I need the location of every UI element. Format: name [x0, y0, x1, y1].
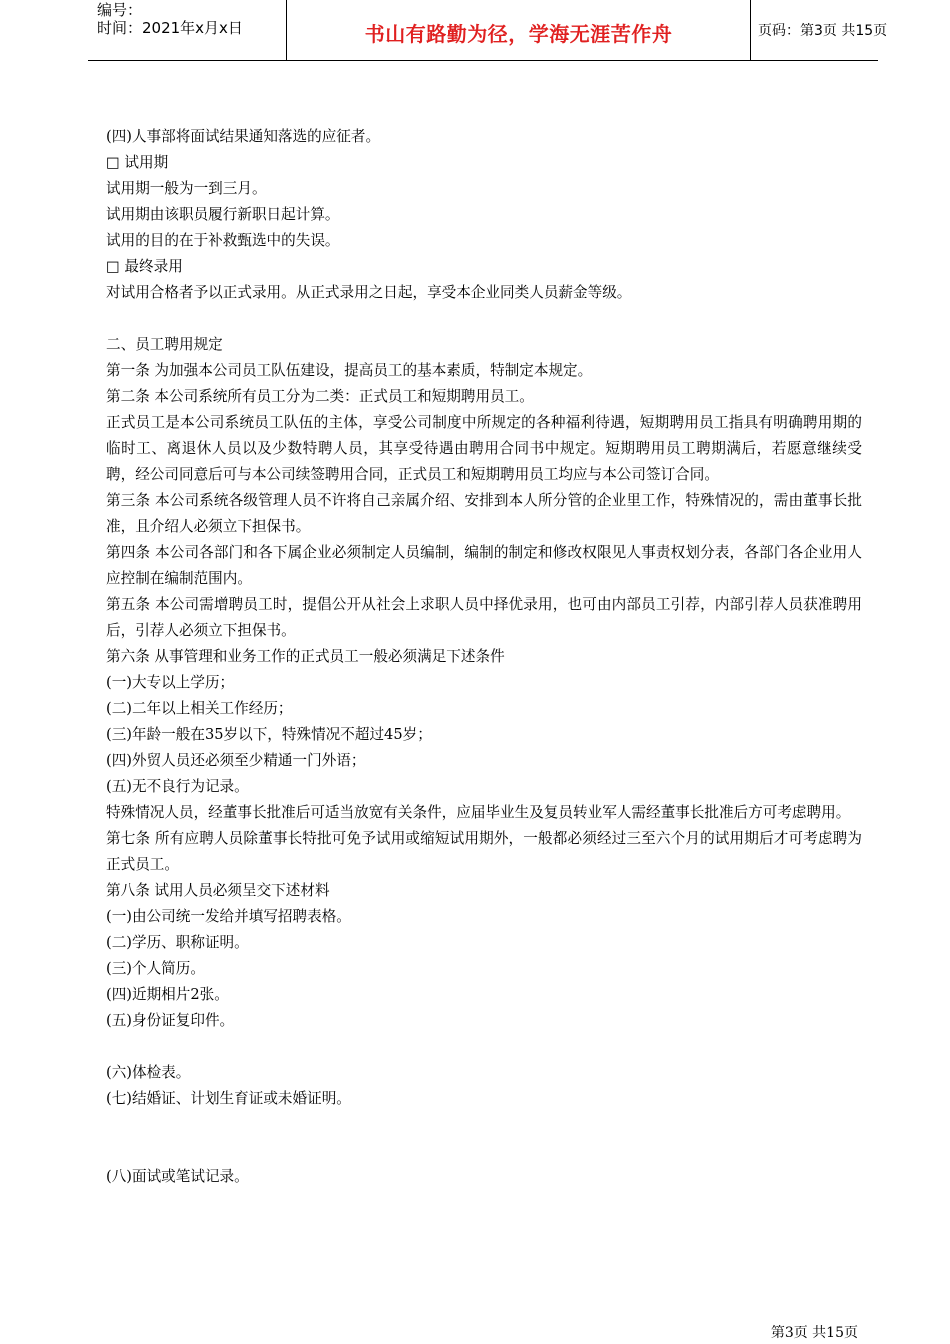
article-3: 第三条 本公司系统各级管理人员不许将自己亲属介绍、安排到本人所分管的企业里工作，特殊情况的，需由董事长批准，且介绍人必须立下担保书。 — [106, 492, 862, 535]
body-line: (四)人事部将面试结果通知落选的应征者。 — [106, 128, 381, 145]
article-6-note: 特殊情况人员，经董事长批准后可适当放宽有关条件，应届毕业生及复员转业军人需经董事长批准后方可考虑聘用。 — [106, 804, 851, 821]
body-line: 对试用合格者予以正式录用。从正式录用之日起，享受本企业同类人员薪金等级。 — [106, 284, 632, 301]
article-4: 第四条 本公司各部门和各下属企业必须制定人员编制，编制的制定和修改权限见人事责权划分表，各部门各企业用人应控制在编制范围内。 — [106, 544, 862, 587]
subheading-final-hire: □ 最终录用 — [106, 258, 183, 275]
list-item: (四)近期相片2张。 — [106, 986, 229, 1003]
page-header — [88, 0, 888, 61]
article-2-detail: 正式员工是本公司系统员工队伍的主体，享受公司制度中所规定的各种福利待遇，短期聘用员工指具有明确聘用期的临时工、离退休人员以及少数特聘人员，其享受待遇由聘用合同书中规定。短期聘用员工聘期满后，若愿意继续受聘，经公司同意后可与本公司续签聘用合同，正式员工和短期聘用员工均应与本公司签订合同。 — [106, 414, 862, 483]
article-2: 第二条 本公司系统所有员工分为二类：正式员工和短期聘用员工。 — [106, 388, 534, 405]
list-item: (三)年龄一般在35岁以下，特殊情况不超过45岁； — [106, 726, 432, 743]
list-item: (二)学历、职称证明。 — [106, 934, 249, 951]
article-6: 第六条 从事管理和业务工作的正式员工一般必须满足下述条件 — [106, 648, 505, 665]
list-item: (五)无不良行为记录。 — [106, 778, 249, 795]
list-item: (七)结婚证、计划生育证或未婚证明。 — [106, 1090, 351, 1107]
subheading-probation: □ 试用期 — [106, 154, 169, 171]
header-info-cell — [88, 0, 286, 60]
date-label: 时间：2021年x月x日 — [97, 19, 243, 37]
list-item: (二)二年以上相关工作经历； — [106, 700, 293, 717]
body-line: 试用期由该职员履行新职日起计算。 — [106, 206, 340, 223]
list-item: (三)个人简历。 — [106, 960, 205, 977]
article-1: 第一条 为加强本公司员工队伍建设，提高员工的基本素质，特制定本规定。 — [106, 362, 593, 379]
list-item: (五)身份证复印件。 — [106, 1012, 235, 1029]
footer-page-number: 第3页 共15页 — [770, 1325, 858, 1341]
document-body — [106, 124, 862, 1190]
list-item: (四)外贸人员还必须至少精通一门外语； — [106, 752, 366, 769]
header-page-cell — [750, 0, 888, 60]
article-8: 第八条 试用人员必须呈交下述材料 — [106, 882, 330, 899]
section-title: 二、员工聘用规定 — [106, 336, 223, 353]
body-line: 试用期一般为一到三月。 — [106, 180, 267, 197]
list-item: (一)由公司统一发给并填写招聘表格。 — [106, 908, 351, 925]
header-motto: 书山有路勤为径，学海无涯苦作舟 — [364, 22, 673, 46]
article-7: 第七条 所有应聘人员除董事长特批可免予试用或缩短试用期外，一般都必须经过三至六个月的试用期后才可考虑聘为正式员工。 — [106, 830, 862, 873]
body-line: 试用的目的在于补救甄选中的失误。 — [106, 232, 340, 249]
list-item: (六)体检表。 — [106, 1064, 191, 1081]
list-item: (八)面试或笔试记录。 — [106, 1168, 249, 1185]
list-item: (一)大专以上学历； — [106, 674, 235, 691]
header-motto-cell — [286, 0, 751, 60]
article-5: 第五条 本公司需增聘员工时，提倡公开从社会上求职人员中择优录用，也可由内部员工引荐，内部引荐人员获准聘用后，引荐人必须立下担保书。 — [106, 596, 862, 639]
header-page-number: 页码：第3页 共15页 — [758, 23, 888, 39]
number-label: 编号： — [97, 1, 143, 19]
